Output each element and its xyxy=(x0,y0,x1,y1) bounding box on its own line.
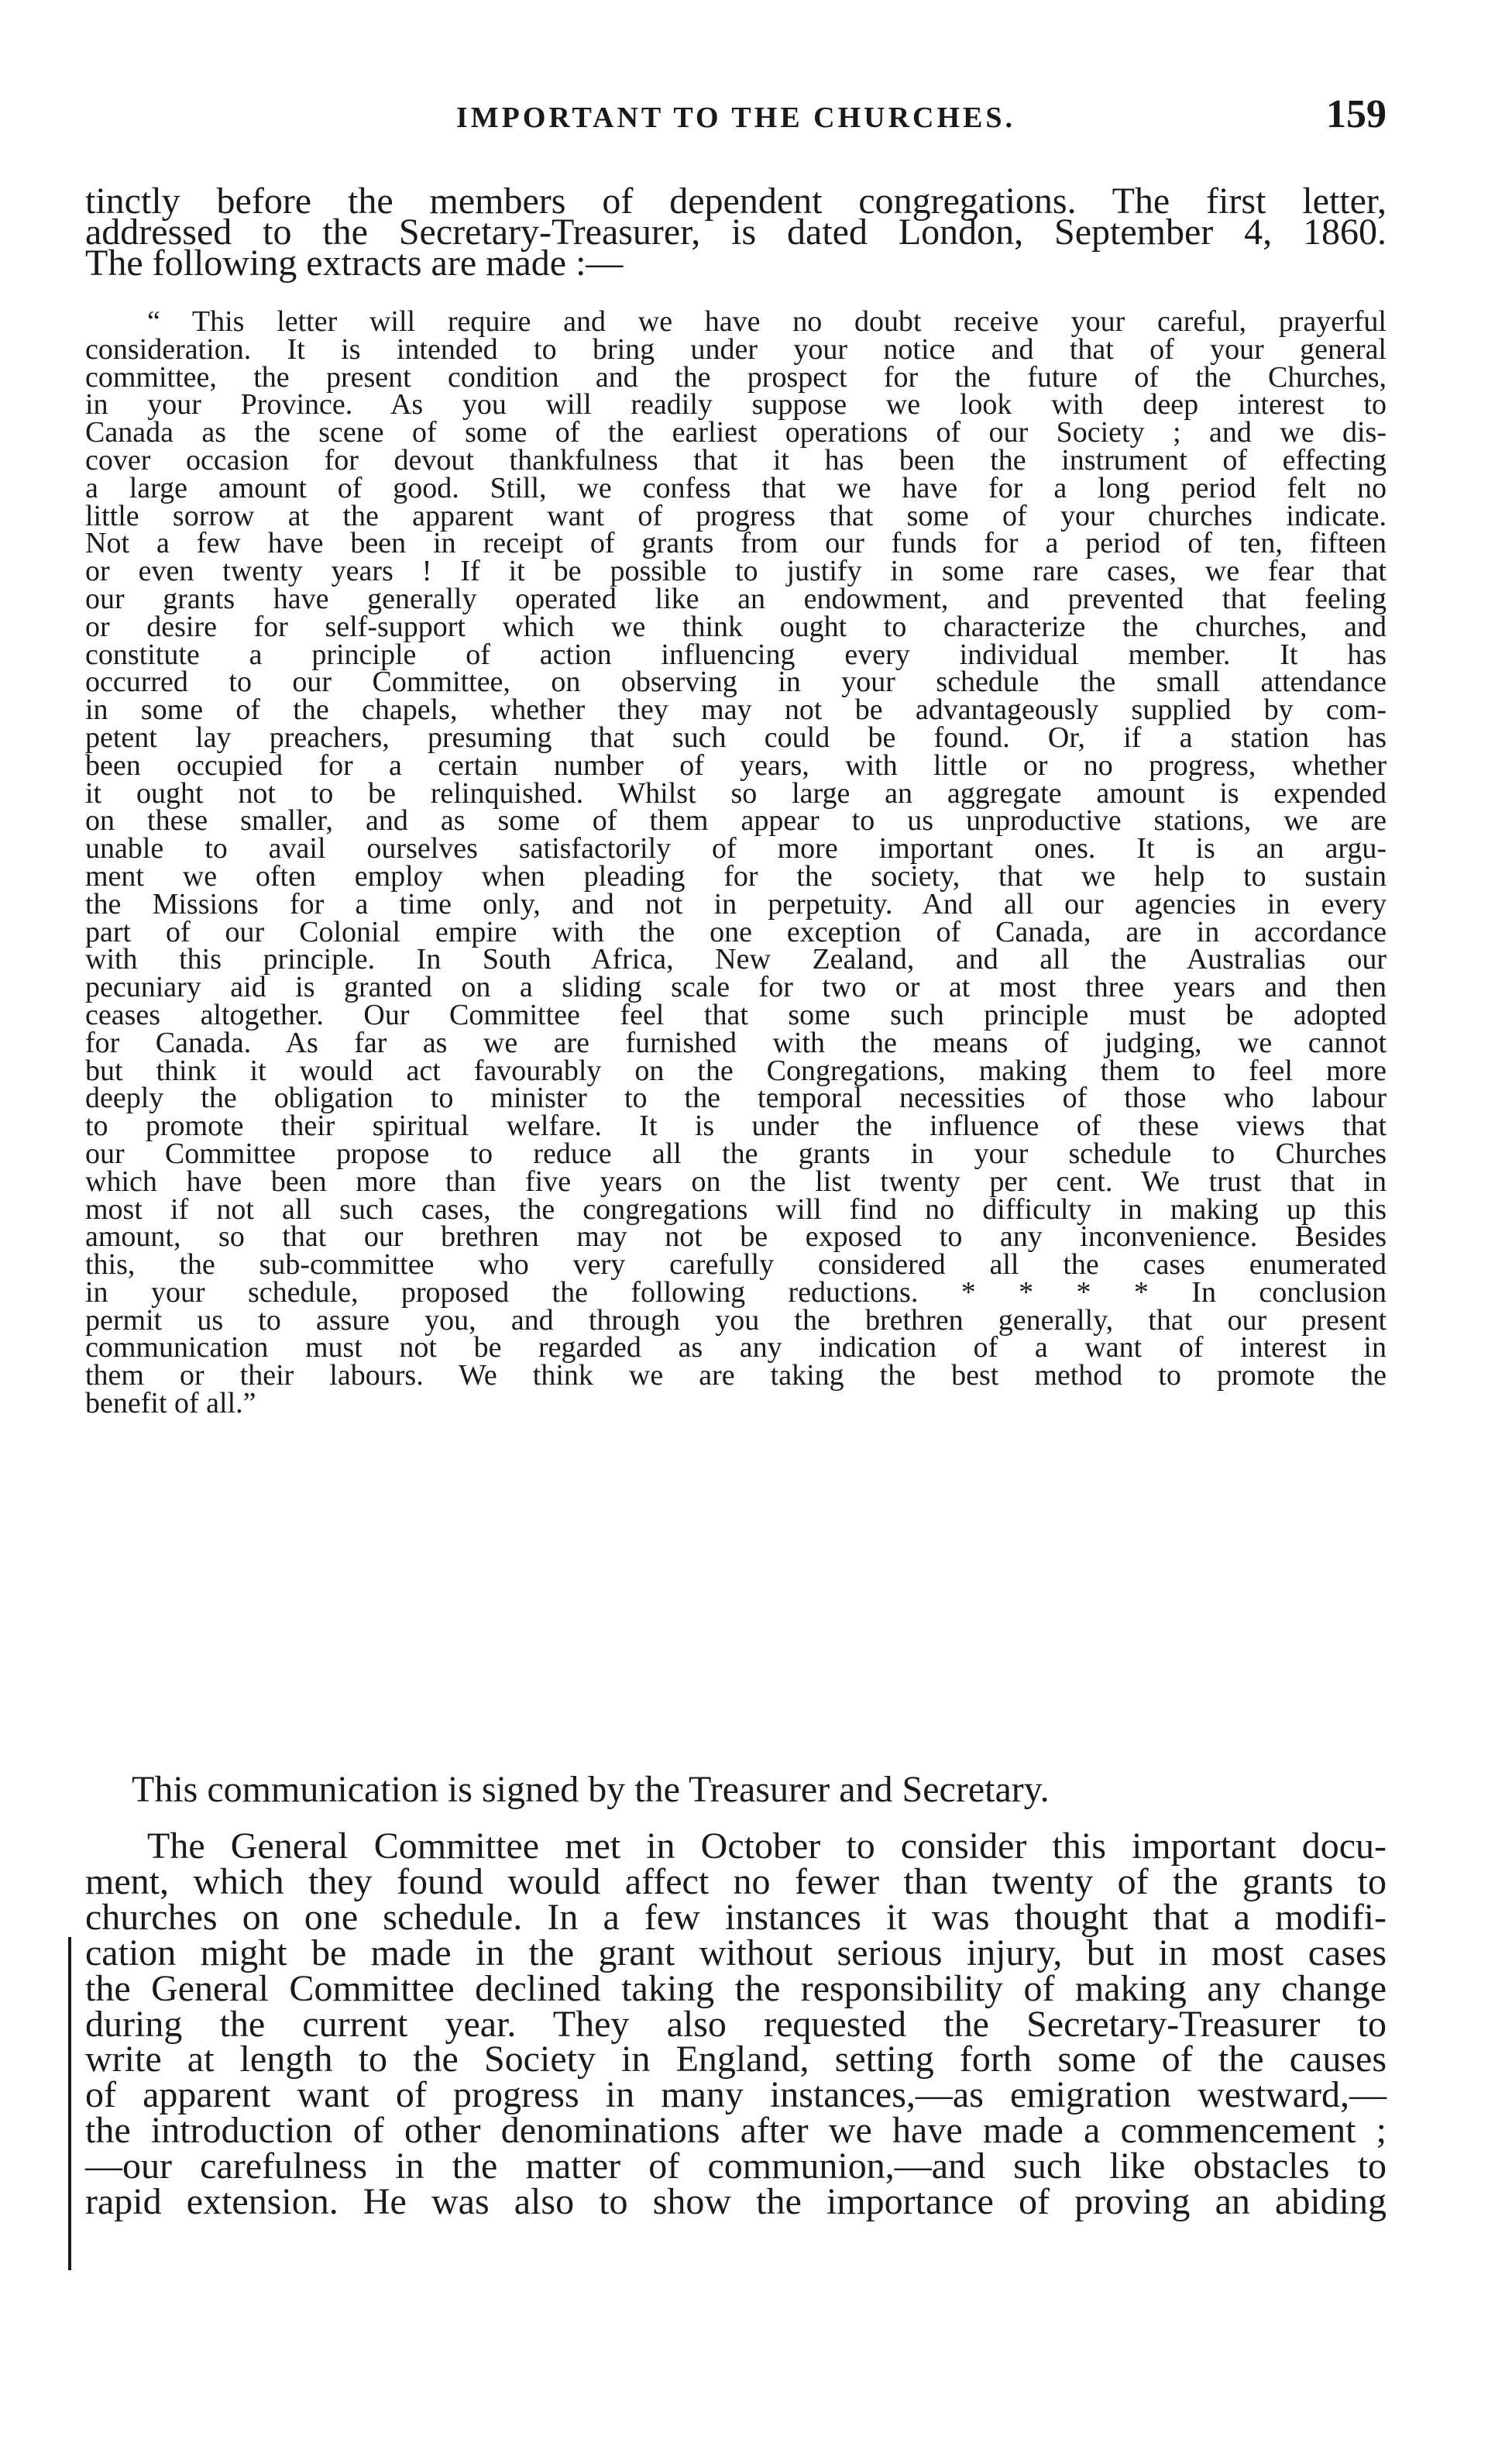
text-line: the General Committee declined taking the responsibility of making any change xyxy=(85,1967,1387,2009)
margin-rule xyxy=(68,1937,71,2270)
text-line: the introduction of other denominations after we have made a commencement ; xyxy=(85,2110,1387,2152)
quote-line: constitute a principle of action influencing every individual member. It has xyxy=(85,638,1387,671)
quote-line: most if not all such cases, the congregations will find no difficulty in making up this xyxy=(85,1192,1387,1226)
quote-line: benefit of all.” xyxy=(85,1387,256,1420)
running-head: IMPORTANT TO THE CHURCHES. xyxy=(455,102,1016,134)
quote-line: with this principle. In South Africa, New Zealand, and all the Australias our xyxy=(85,943,1387,976)
page-header xyxy=(85,91,1387,146)
text-line: churches on one schedule. In a few instances it was thought that a modifi- xyxy=(85,1896,1387,1938)
quote-line: on these smaller, and as some of them appear to us unproductive stations, we are xyxy=(85,804,1387,838)
quote-line: in your schedule, proposed the following reductions. * * * * In conclusion xyxy=(85,1275,1387,1309)
quote-line: communication must not be regarded as any indication of a want of interest in xyxy=(85,1331,1387,1364)
text-line: during the current year. They also requested the Secretary-Treasurer to xyxy=(85,2003,1387,2045)
signature-note: This communication is signed by the Treasurer and Secretary. xyxy=(132,1769,1050,1810)
quoted-letter xyxy=(85,305,1387,1420)
text-line: of apparent want of progress in many instances,—as emigration westward,— xyxy=(85,2074,1387,2116)
quote-line: amount, so that our brethren may not be exposed to any inconvenience. Besides xyxy=(85,1220,1387,1254)
quote-line: petent lay preachers, presuming that such could be found. Or, if a station has xyxy=(85,721,1387,754)
text-line: tinctly before the members of dependent congregations. The first letter, xyxy=(85,181,1387,222)
quote-line: or even twenty years ! If it be possible to justify in some rare cases, we fear that xyxy=(85,555,1387,588)
quote-line: part of our Colonial empire with the one exception of Canada, are in accordance xyxy=(85,915,1387,948)
quote-line: little sorrow at the apparent want of progress that some of your churches indicate. xyxy=(85,499,1387,532)
text-line: The General Committee met in October to consider this important docu- xyxy=(147,1825,1387,1867)
quote-line: “ This letter will require and we have no doubt receive your careful, prayerful xyxy=(147,305,1387,338)
quote-line: Not a few have been in receipt of grants from our funds for a period of ten, fifteen xyxy=(85,527,1387,560)
text-line: cation might be made in the grant without serious injury, but in most cases xyxy=(85,1932,1387,1973)
quote-line: occurred to our Committee, on observing in your schedule the small attendance xyxy=(85,666,1387,699)
quote-line: this, the sub-committee who very carefully considered all the cases enumerated xyxy=(85,1248,1387,1282)
quote-line: deeply the obligation to minister to the temporal necessities of those who labour xyxy=(85,1082,1387,1115)
quote-line: our Committee propose to reduce all the grants in your schedule to Churches xyxy=(85,1137,1387,1170)
quote-line: consideration. It is intended to bring under your notice and that of your general xyxy=(85,332,1387,366)
quote-line: for Canada. As far as we are furnished with the means of judging, we cannot xyxy=(85,1026,1387,1059)
quote-line: cover occasion for devout thankfulness that it has been the instrument of effecting xyxy=(85,443,1387,477)
quote-line: the Missions for a time only, and not in perpetuity. And all our agencies in every xyxy=(85,887,1387,920)
quote-line: a large amount of good. Still, we confess that we have for a long period felt no xyxy=(85,471,1387,504)
quote-line: ment we often employ when pleading for the society, that we help to sustain xyxy=(85,859,1387,893)
closing-paragraph xyxy=(85,1825,1387,2223)
quote-line: unable to avail ourselves satisfactorily of more important ones. It is an argu- xyxy=(85,832,1387,865)
text-line: —our carefulness in the matter of communion,—and such like obstacles to xyxy=(85,2145,1387,2187)
quote-line: which have been more than five years on the list twenty per cent. We trust that in xyxy=(85,1165,1387,1198)
quote-line: or desire for self-support which we think ought to characterize the churches, and xyxy=(85,610,1387,643)
text-line: The following extracts are made :— xyxy=(85,243,624,284)
text-line: ment, which they found would affect no fewer than twenty of the grants to xyxy=(85,1860,1387,1902)
text-line: rapid extension. He was also to show the importance of proving an abiding xyxy=(85,2181,1387,2223)
text-line: write at length to the Society in England, setting forth some of the causes xyxy=(85,2039,1387,2080)
quote-line: to promote their spiritual welfare. It is under the influence of these views that xyxy=(85,1110,1387,1143)
quote-line: in your Province. As you will readily suppose we look with deep interest to xyxy=(85,388,1387,422)
quote-line: pecuniary aid is granted on a sliding scale for two or at most three years and then xyxy=(85,971,1387,1004)
quote-line: Canada as the scene of some of the earliest operations of our Society ; and we dis- xyxy=(85,416,1387,449)
quote-line: but think it would act favourably on the Congregations, making them to feel more xyxy=(85,1054,1387,1087)
quote-line: been occupied for a certain number of years, with little or no progress, whether xyxy=(85,748,1387,782)
quote-line: committee, the present condition and the prospect for the future of the Churches, xyxy=(85,360,1387,394)
quote-line: it ought not to be relinquished. Whilst so large an aggregate amount is expended xyxy=(85,776,1387,810)
quote-line: our grants have generally operated like an endowment, and prevented that feeling xyxy=(85,582,1387,615)
text-line: addressed to the Secretary-Treasurer, is dated London, September 4, 1860. xyxy=(85,212,1387,253)
quote-line: ceases altogether. Our Committee feel that some such principle must be adopted xyxy=(85,998,1387,1031)
page-number: 159 xyxy=(1326,92,1387,136)
quote-line: in some of the chapels, whether they may not be advantageously supplied by com- xyxy=(85,693,1387,727)
quote-line: them or their labours. We think we are taking the best method to promote the xyxy=(85,1359,1387,1392)
opening-paragraph xyxy=(85,181,1387,284)
quote-line: permit us to assure you, and through you the brethren generally, that our present xyxy=(85,1303,1387,1337)
